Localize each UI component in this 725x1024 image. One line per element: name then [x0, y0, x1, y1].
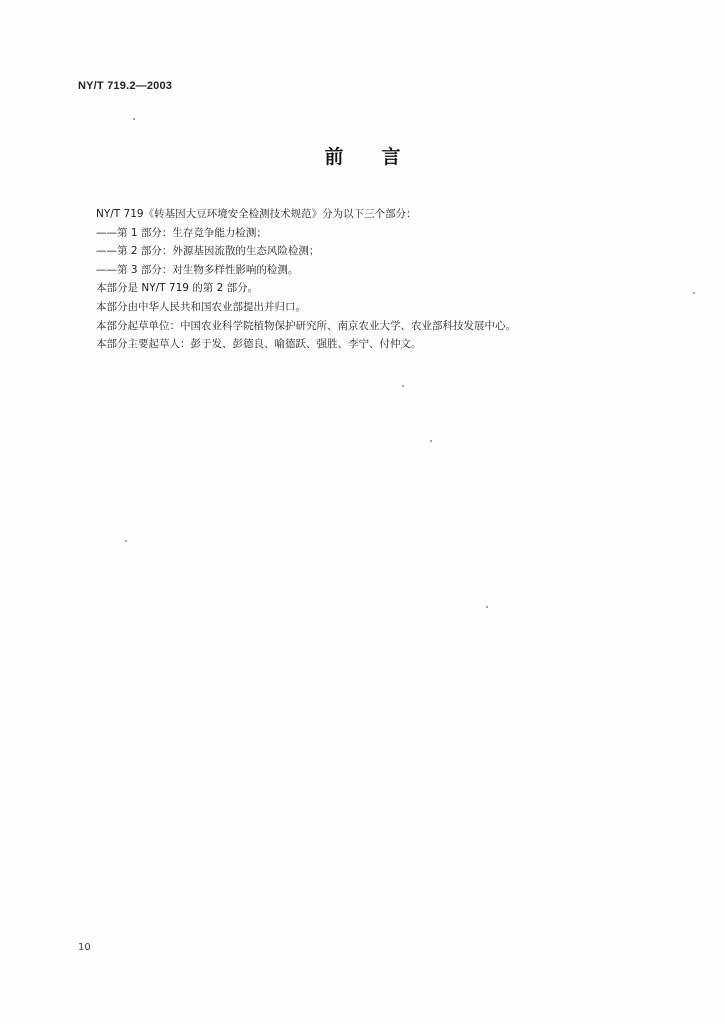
body-line-this-part: 本部分是 NY/T 719 的第 2 部分。 [96, 282, 259, 295]
page-number: 10 [78, 942, 91, 953]
body-line-drafting-units: 本部分起草单位：中国农业科学院植物保护研究所、南京农业大学、农业部科技发展中心。 [96, 319, 516, 332]
scan-speck [486, 606, 488, 608]
body-line-drafters: 本部分主要起草人：彭于发、彭德良、喻德跃、强胜、李宁、付仲文。 [96, 338, 422, 351]
page-title [0, 142, 725, 169]
scan-speck [430, 440, 432, 442]
title-char-1: 前 [324, 146, 344, 168]
scan-speck [402, 385, 404, 387]
preface-body [96, 205, 656, 354]
body-line-part-2: ——第 2 部分：外源基因流散的生态风险检测； [96, 245, 320, 258]
body-line-part-3: ——第 3 部分：对生物多样性影响的检测。 [96, 263, 299, 276]
scan-speck [693, 292, 695, 294]
standard-code: NY/T 719.2—2003 [78, 80, 173, 92]
body-line-parts-intro: NY/T 719《转基因大豆环境安全检测技术规范》分为以下三个部分： [96, 208, 417, 220]
body-line-part-1: ——第 1 部分：生存竞争能力检测； [96, 226, 267, 239]
body-line-proposer: 本部分由中华人民共和国农业部提出并归口。 [96, 300, 306, 313]
title-char-2: 言 [381, 146, 401, 168]
scan-speck [133, 118, 135, 120]
scan-speck [125, 540, 127, 542]
